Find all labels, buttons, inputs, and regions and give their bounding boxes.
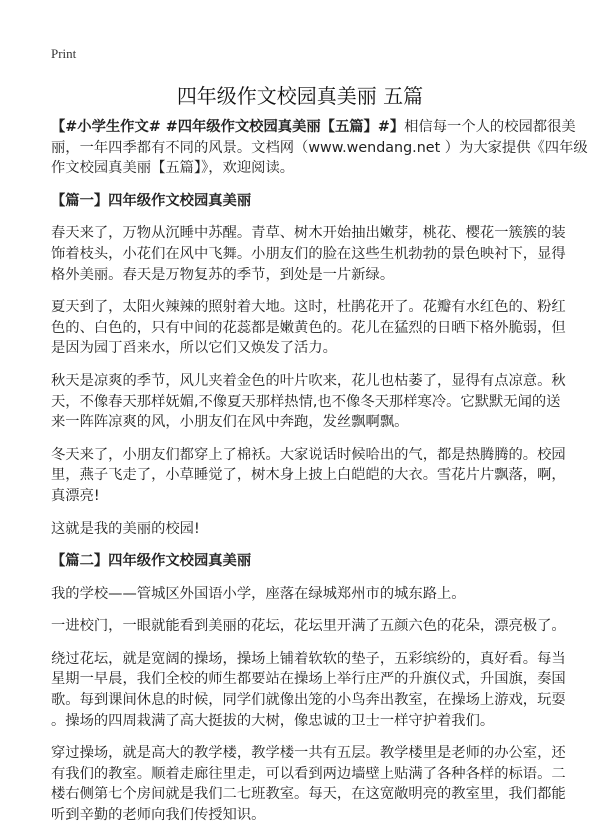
paragraph-line: 。操场的四周栽满了高大挺拔的大树，像忠诚的卫士一样守护着我们。 <box>51 712 495 729</box>
paragraph-line: 冬天来了，小朋友们都穿上了棉袄。大家说话时候哈出的气，都是热腾腾的。校园 <box>51 446 566 463</box>
paragraph-line: 格外美丽。春天是万物复苏的季节，到处是一片新绿。 <box>51 266 395 283</box>
page-title: 四年级作文校园真美丽 五篇 <box>176 84 424 108</box>
paragraph-line: 听到辛勤的老师向我们传授知识。 <box>51 807 266 824</box>
paragraph-line: 秋天是凉爽的季节，风儿夹着金色的叶片吹来，花儿也枯萎了，显得有点凉意。秋 <box>51 372 566 389</box>
paragraph <box>51 743 566 825</box>
intro-line: 丽，一年四季都有不同的风景。文档网（www.wendang.net ）为大家提供《四年级 <box>51 139 588 156</box>
document-body <box>51 117 588 838</box>
paragraph-line: 天，不像春天那样妩媚,不像夏天那样热情,也不像冬天那样寒冷。它默默无闻的送 <box>51 393 561 410</box>
paragraph <box>51 445 566 507</box>
paragraph-line: 一进校门，一眼就能看到美丽的花坛，花坛里开满了五颜六色的花朵，漂亮极了。 <box>51 618 566 635</box>
paragraph-line: 我的学校——管城区外国语小学，座落在绿城郑州市的城东路上。 <box>51 585 466 602</box>
paragraph <box>51 371 566 433</box>
paragraph-line: 春天来了，万物从沉睡中苏醒。青草、树木开始抽出嫩芽，桃花、樱花一簇簇的装 <box>51 225 566 242</box>
paragraph <box>51 519 551 540</box>
paragraph-line: 歌。每到课间休息的时候，同学们就像出笼的小鸟奔出教室，在操场上游戏，玩耍 <box>51 692 566 709</box>
paragraph-line: 里，燕子飞走了，小草睡觉了，树木身上披上白皑皑的大衣。雪花片片飘落，啊， <box>51 467 566 484</box>
paragraph-line: 来一阵阵凉爽的风，小朋友们在风中奔跑，发丝飘啊飘。 <box>51 414 409 431</box>
paragraph-line: 星期一早晨，我们全校的师生都要站在操场上举行庄严的升旗仪式，升国旗，奏国 <box>51 671 566 688</box>
intro-line: 相信每一个人的校园都很美 <box>404 119 576 135</box>
paragraph <box>51 616 566 637</box>
intro-tag: 【#小学生作文# #四年级作文校园真美丽【五篇】#】 <box>51 119 405 135</box>
intro-line: 作文校园真美丽【五篇】》，欢迎阅读。 <box>51 160 295 177</box>
paragraph-line: 饰着枝头，小花们在风中飞舞。小朋友们的脸在这些生机勃勃的景色映衬下，显得 <box>51 245 566 262</box>
paragraph-line: 有我们的教室。顺着走廊往里走，可以看到两边墙壁上贴满了各种各样的标语。二 <box>51 765 566 782</box>
paragraph-line: 绕过花坛，就是宽阔的操场，操场上铺着软软的垫子，五彩缤纷的，真好看。每当 <box>51 650 566 667</box>
intro-paragraph <box>51 117 588 179</box>
paragraph-line: 楼右侧第七个房间就是我们二七班教室。每天，在这宽敞明亮的教室里，我们都能 <box>51 786 566 803</box>
paragraph <box>51 223 566 285</box>
paragraph-line: 夏天到了，太阳火辣辣的照射着大地。这时，杜鹃花开了。花瓣有水红色的、粉红 <box>51 299 566 316</box>
paragraph <box>51 297 566 359</box>
paragraph-line: 是因为园丁舀来水，所以它们又焕发了活力。 <box>51 340 337 357</box>
paragraph-line: 穿过操场，就是高大的教学楼，教学楼一共有五层。教学楼里是老师的办公室，还 <box>51 745 566 762</box>
paragraph-line: 色的、白色的，只有中间的花蕊都是嫩黄色的。花儿在猛烈的日晒下格外脆弱，但 <box>51 319 566 336</box>
paragraph-line: 这就是我的美丽的校园! <box>51 520 200 537</box>
paragraph-line: 真漂亮! <box>51 487 100 504</box>
paragraph <box>51 649 566 731</box>
sections <box>51 191 566 826</box>
section-heading: 【篇二】四年级作文校园真美丽 <box>51 553 252 570</box>
print-link[interactable]: Print <box>51 46 77 61</box>
section-heading: 【篇一】四年级作文校园真美丽 <box>51 192 252 209</box>
paragraph <box>51 584 551 605</box>
